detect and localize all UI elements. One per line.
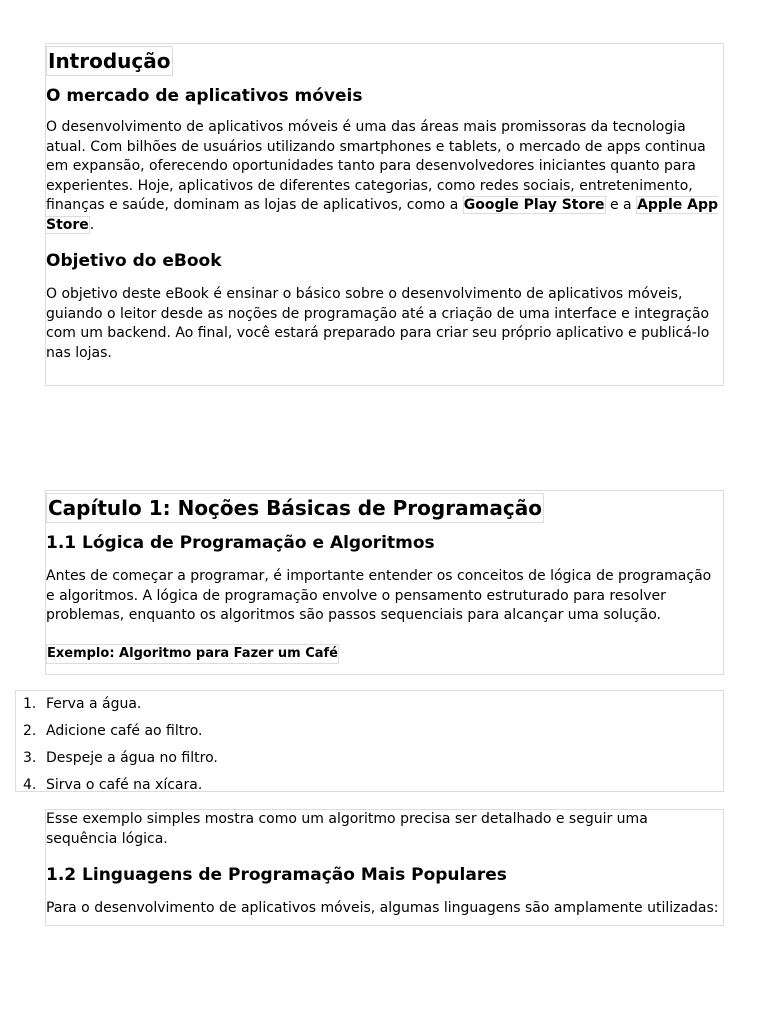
step-text: Sirva o café na xícara. [46, 777, 203, 793]
step-text: Adicione café ao filtro. [46, 723, 203, 739]
list-item [16, 718, 723, 745]
languages-paragraph: Para o desenvolvimento de aplicativos móveis, algumas linguagens são amplamente utilizadas: [46, 900, 719, 916]
step-number: 1. [23, 696, 37, 712]
logic-paragraph: Antes de começar a programar, é importante entender os conceitos de lógica de programação e algoritmos. A lógica de programação envolve o pensamento estruturado para resolver problemas, enquanto os algoritmos são passos sequenciais para alcançar uma solução. [46, 568, 712, 623]
objective-heading: Objetivo do eBook [46, 251, 222, 271]
step-text: Ferva a água. [46, 696, 142, 712]
google-play-store-link: Google Play Store [463, 197, 605, 213]
step-number: 2. [23, 723, 37, 739]
intro-title: Introdução [46, 46, 173, 76]
market-paragraph [46, 118, 723, 235]
chapter1-title: Capítulo 1: Noções Básicas de Programação [46, 493, 544, 523]
market-text: O desenvolvimento de aplicativos móveis é uma das áreas mais promissoras da tecnologia atual. Com bilhões de usuários utilizando smartphones e tablets, o mercado de apps continua em expansão, oferecendo oportunidades tanto para desenvolvedores iniciantes quanto para experientes. Hoje, aplicativos de diferentes categorias, como redes sociais, entretenimento, finanças e saúde, dominam as lojas de aplicativos, como a [46, 119, 706, 213]
logic-heading: 1.1 Lógica de Programação e Algoritmos [46, 533, 435, 553]
list-item [16, 691, 723, 718]
step-number: 4. [23, 777, 37, 793]
objective-paragraph: O objetivo deste eBook é ensinar o básico sobre o desenvolvimento de aplicativos móveis, guiando o leitor desde as noções de programação até a criação de uma interface e integração com um backend. Ao final, você estará preparado para criar seu próprio aplicativo e publicá-lo nas lojas. [46, 286, 710, 361]
market-heading: O mercado de aplicativos móveis [46, 86, 363, 106]
example-summary: Esse exemplo simples mostra como um algoritmo precisa ser detalhado e seguir uma sequência lógica. [46, 811, 648, 847]
list-item [16, 745, 723, 772]
example-heading: Exemplo: Algoritmo para Fazer um Café [46, 644, 339, 664]
languages-heading: 1.2 Linguagens de Programação Mais Populares [46, 865, 507, 885]
apple-app-store-link: Apple App Store [46, 197, 719, 233]
step-text: Despeje a água no filtro. [46, 750, 218, 766]
period: . [89, 216, 95, 233]
step-number: 3. [23, 750, 37, 766]
coffee-steps-list [15, 690, 724, 792]
chapter1-continuation [45, 809, 724, 926]
connector-text: e a [605, 197, 637, 213]
list-item [16, 772, 723, 799]
chapter1-section [45, 490, 724, 675]
intro-section [45, 43, 724, 386]
